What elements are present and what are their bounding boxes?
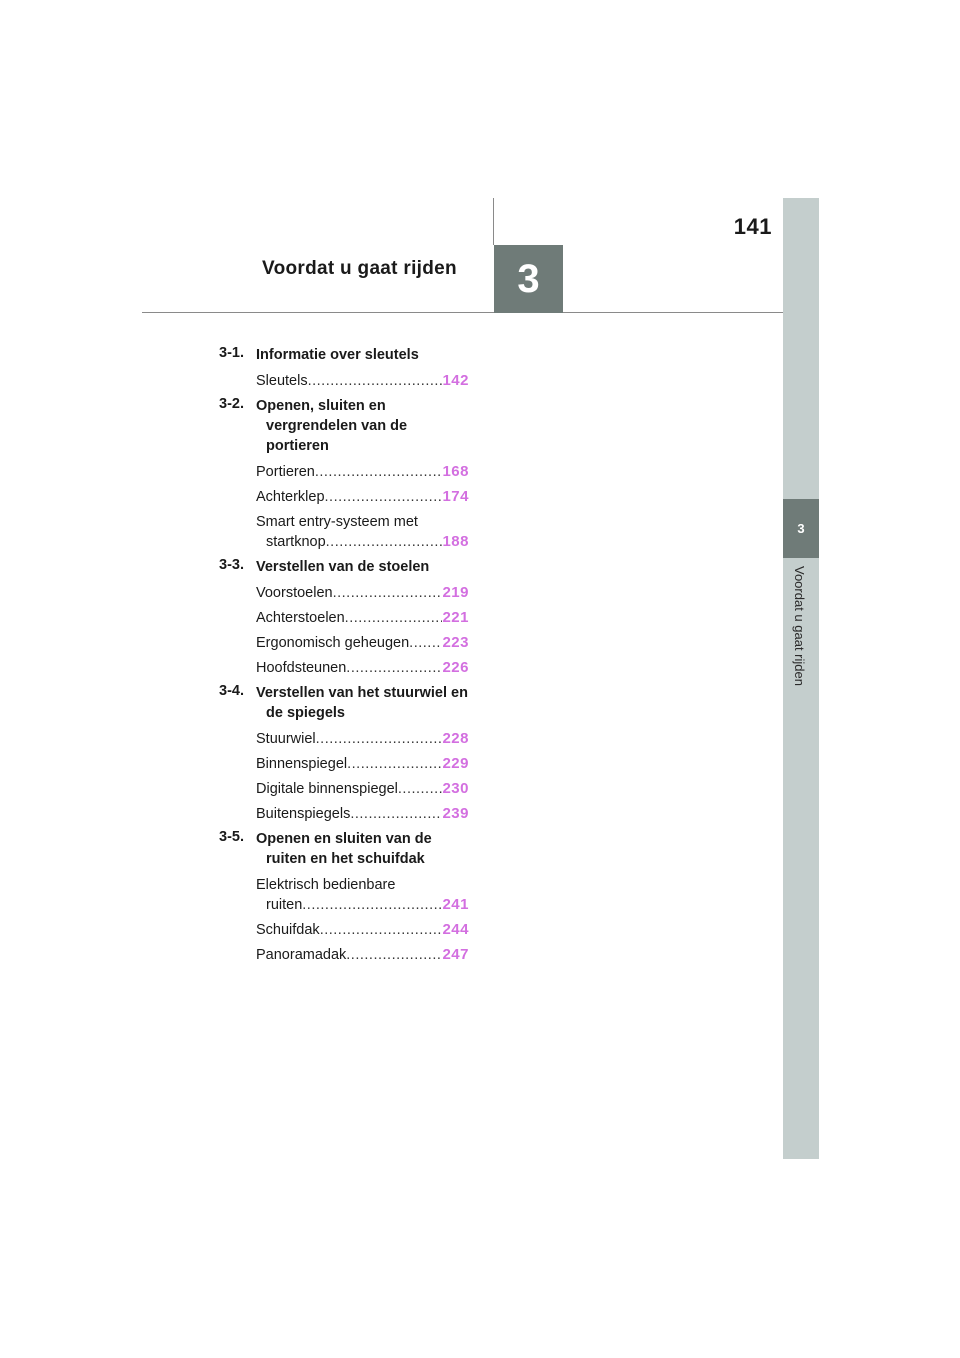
toc-entry[interactable] bbox=[256, 608, 469, 628]
entry-label-line2: ruiten bbox=[266, 897, 303, 913]
section-title: Openen, sluiten en vergrendelen van de portieren bbox=[256, 398, 408, 454]
chapter-number-box: 3 bbox=[494, 245, 563, 313]
toc-section bbox=[219, 683, 469, 723]
entry-page-link[interactable]: 221 bbox=[442, 609, 469, 626]
chapter-title: Voordat u gaat rijden bbox=[262, 258, 457, 279]
entry-line2 bbox=[256, 532, 469, 552]
entry-page-link[interactable]: 168 bbox=[442, 463, 469, 480]
section-number: 3-1. bbox=[219, 345, 244, 361]
entry-label: Ergonomisch geheugen bbox=[256, 635, 410, 651]
header-divider-vertical bbox=[493, 198, 494, 245]
toc-entry[interactable] bbox=[256, 512, 469, 552]
entry-label-line2: startknop bbox=[266, 534, 326, 550]
toc-section bbox=[219, 345, 469, 365]
entry-label: Stuurwiel bbox=[256, 731, 316, 747]
entry-page-link[interactable]: 174 bbox=[442, 488, 469, 505]
dot-leader bbox=[333, 583, 443, 603]
entry-page-link[interactable]: 223 bbox=[442, 634, 469, 651]
section-title: Verstellen van de stoelen bbox=[256, 559, 430, 575]
dot-leader bbox=[308, 371, 443, 391]
dot-leader bbox=[316, 729, 443, 749]
section-number: 3-2. bbox=[219, 396, 244, 412]
entry-line2 bbox=[256, 895, 469, 915]
toc-entry[interactable] bbox=[256, 658, 469, 678]
entry-page-link[interactable]: 229 bbox=[442, 755, 469, 772]
entry-label: Portieren bbox=[256, 464, 315, 480]
toc-entry[interactable] bbox=[256, 583, 469, 603]
section-number: 3-5. bbox=[219, 829, 244, 845]
entry-label: Achterklep bbox=[256, 489, 325, 505]
entry-page-link[interactable]: 188 bbox=[442, 533, 469, 550]
dot-leader bbox=[398, 779, 443, 799]
entry-label: Sleutels bbox=[256, 373, 308, 389]
dot-leader bbox=[350, 804, 442, 824]
toc-entry[interactable] bbox=[256, 487, 469, 507]
entry-page-link[interactable]: 142 bbox=[442, 372, 469, 389]
entry-page-link[interactable]: 230 bbox=[442, 780, 469, 797]
dot-leader bbox=[346, 658, 442, 678]
toc-section bbox=[219, 557, 469, 577]
entry-page-link[interactable]: 241 bbox=[442, 896, 469, 913]
section-number: 3-4. bbox=[219, 683, 244, 699]
toc-entry[interactable] bbox=[256, 633, 469, 653]
sidebar-chapter-tab[interactable]: 3 bbox=[783, 499, 819, 558]
dot-leader bbox=[345, 608, 443, 628]
table-of-contents bbox=[219, 345, 469, 970]
header-divider-horizontal bbox=[142, 312, 783, 313]
toc-section bbox=[219, 396, 469, 456]
toc-entry[interactable] bbox=[256, 462, 469, 482]
section-title: Openen en sluiten van de ruiten en het schuifdak bbox=[256, 831, 432, 867]
entry-label-line1: Elektrisch bedienbare bbox=[256, 877, 396, 893]
dot-leader bbox=[326, 532, 443, 552]
entry-label: Voorstoelen bbox=[256, 585, 333, 601]
entry-page-link[interactable]: 219 bbox=[442, 584, 469, 601]
entry-label-line1: Smart entry-systeem met bbox=[256, 514, 418, 530]
entry-label: Achterstoelen bbox=[256, 610, 345, 626]
toc-entry[interactable] bbox=[256, 945, 469, 965]
entry-label: Buitenspiegels bbox=[256, 806, 351, 822]
sidebar-chapter-label: Voordat u gaat rijden bbox=[792, 566, 807, 686]
toc-entry[interactable] bbox=[256, 920, 469, 940]
page-number: 141 bbox=[733, 214, 772, 239]
dot-leader bbox=[315, 462, 443, 482]
section-number: 3-3. bbox=[219, 557, 244, 573]
entry-page-link[interactable]: 244 bbox=[442, 921, 469, 938]
section-title: Informatie over sleutels bbox=[256, 347, 419, 363]
toc-entry[interactable] bbox=[256, 754, 469, 774]
toc-entry[interactable] bbox=[256, 779, 469, 799]
entry-label: Hoofdsteunen bbox=[256, 660, 347, 676]
entry-page-link[interactable]: 247 bbox=[442, 946, 469, 963]
dot-leader bbox=[347, 754, 442, 774]
entry-page-link[interactable]: 228 bbox=[442, 730, 469, 747]
dot-leader bbox=[346, 945, 442, 965]
entry-label: Schuifdak bbox=[256, 922, 320, 938]
entry-label: Binnenspiegel bbox=[256, 756, 348, 772]
dot-leader bbox=[302, 895, 442, 915]
dot-leader bbox=[409, 633, 442, 653]
toc-entry[interactable] bbox=[256, 729, 469, 749]
entry-page-link[interactable]: 239 bbox=[442, 805, 469, 822]
toc-section bbox=[219, 829, 469, 869]
dot-leader bbox=[320, 920, 443, 940]
dot-leader bbox=[325, 487, 443, 507]
entry-page-link[interactable]: 226 bbox=[442, 659, 469, 676]
section-title: Verstellen van het stuurwiel en de spiegels bbox=[256, 685, 468, 721]
entry-label: Panoramadak bbox=[256, 947, 347, 963]
toc-entry[interactable] bbox=[256, 371, 469, 391]
toc-entry[interactable] bbox=[256, 875, 469, 915]
toc-entry[interactable] bbox=[256, 804, 469, 824]
entry-label: Digitale binnenspiegel bbox=[256, 781, 398, 797]
